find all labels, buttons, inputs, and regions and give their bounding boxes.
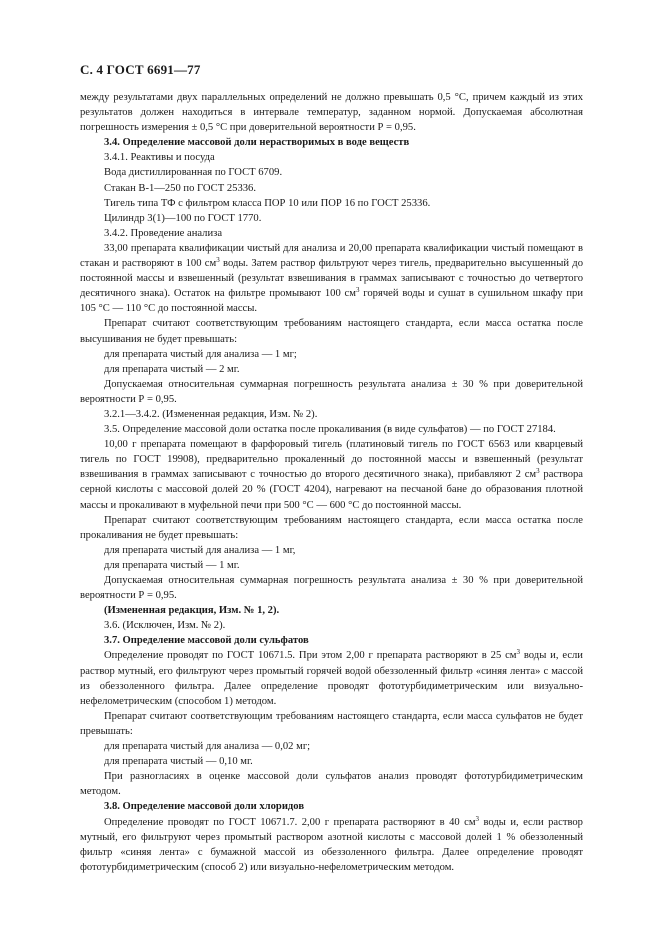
paragraph: Определение проводят по ГОСТ 10671.5. При этом 2,00 г препарата растворяют в 25 $см^3$ воды и, если раствор мутный, его фильтруют через промытый горячей водой обеззоленный фильтр «синяя лента» с массой из обеззоленного фильтра. Далее определение проводят фототурбидиметрическим или визуально-нефелометрическим (способом 1) методом.: [80, 648, 583, 707]
list-item: для препарата чистый — 0,10 мг.: [104, 756, 253, 768]
list-item: Цилиндр 3(1)—100 по ГОСТ 1770.: [104, 212, 262, 224]
paragraph: Препарат считают соответствующим требованиям настоящего стандарта, если масса сульфатов не будет превышать:: [80, 710, 583, 737]
paragraph: Допускаемая относительная суммарная погрешность результата анализа ± 30 % при доверительной вероятности Р = 0,95.: [80, 575, 583, 602]
list-item: Вода дистиллированная по ГОСТ 6709.: [104, 167, 283, 179]
paragraph: Допускаемая относительная суммарная погрешность результата анализа ± 30 % при доверительной вероятности Р = 0,95.: [80, 378, 583, 405]
amendment-note: 3.2.1—3.4.2. (Измененная редакция, Изм. № 2).: [104, 408, 318, 420]
superscript-3: 3: [475, 814, 480, 823]
superscript-3: 3: [536, 467, 540, 476]
document-body: [80, 90, 583, 875]
list-item: для препарата чистый для анализа — 1 мг,: [104, 544, 296, 556]
list-item: Стакан В-1—250 по ГОСТ 25336.: [104, 182, 256, 194]
section-heading-3-7: 3.7. Определение массовой доли сульфатов: [104, 635, 309, 647]
superscript-3: 3: [355, 286, 360, 295]
paragraph: При разногласиях в оценке массовой доли сульфатов анализ проводят фототурбидиметрическим методом.: [80, 771, 583, 798]
list-item: Тигель типа ТФ с фильтром класса ПОР 10 или ПОР 16 по ГОСТ 25336.: [104, 197, 431, 209]
amendment-note: (Измененная редакция, Изм. № 1, 2).: [104, 605, 280, 617]
paragraph: между результатами двух параллельных определений не должно превышать 0,5 °С, причем каждый из этих результатов должен находиться в интервале температур, заданном нормой. Допускаемая абсолютная погрешность измерения ± 0,5 °С при доверительной вероятности Р = 0,95.: [80, 92, 583, 134]
subsection-heading: 3.4.1. Реактивы и посуда: [104, 152, 215, 164]
list-item: для препарата чистый — 2 мг.: [104, 363, 240, 375]
paragraph: 10,00 г препарата помещают в фарфоровый тигель (платиновый тигель по ГОСТ 6563 или кварцевый тигель по ГОСТ 19908), предварительно прокаленный до постоянной массы и взвешенный (результат взвешивания в граммах записывают с точностью до второго десятичного знака), прибавляют 2 $см^3$ раствора серной кислоты с массовой долей 20 % (ГОСТ 4204), нагревают на песчаной бане до образования плотной массы и прокаливают в муфельной печи при 500 °С — 600 °С до постоянной массы.: [80, 439, 583, 511]
subsection-heading: 3.4.2. Проведение анализа: [104, 227, 223, 239]
list-item: для препарата чистый для анализа — 1 мг;: [104, 348, 297, 360]
list-item: для препарата чистый — 1 мг.: [104, 559, 240, 571]
page-header: С. 4 ГОСТ 6691—77: [80, 62, 201, 77]
paragraph: Препарат считают соответствующим требованиям настоящего стандарта, если масса остатка после высушивания не будет превышать:: [80, 318, 583, 345]
superscript-3: 3: [216, 256, 220, 265]
paragraph: 3.5. Определение массовой доли остатка после прокаливания (в виде сульфатов) — по ГОСТ 27184.: [104, 424, 556, 436]
section-heading-3-4: 3.4. Определение массовой доли нерастворимых в воде веществ: [104, 137, 410, 149]
section-heading-3-8: 3.8. Определение массовой доли хлоридов: [104, 801, 305, 813]
amendment-note: 3.6. (Исключен, Изм. № 2).: [104, 620, 226, 632]
list-item: для препарата чистый для анализа — 0,02 мг;: [104, 741, 311, 753]
paragraph: 33,00 препарата квалификации чистый для анализа и 20,00 препарата квалификации чистый помещают в стакан и растворяют в 100 $см^3$ воды. Затем раствор фильтруют через тигель, предварительно высушенный до постоянной массы и взвешенный (результат взвешивания в граммах записывают с точностью до четвертого десятичного знака). Остаток на фильтре промывают 100 $см^3$ горячей воды и сушат в сушильном шкафу при 105 °С — 110 °С до постоянной массы.: [80, 242, 583, 315]
superscript-3: 3: [516, 648, 521, 657]
paragraph: Препарат считают соответствующим требованиям настоящего стандарта, если масса остатка после прокаливания не будет превышать:: [80, 514, 583, 541]
paragraph: Определение проводят по ГОСТ 10671.7. 2,00 г препарата растворяют в 40 $см^3$ воды и, если раствор мутный, его фильтруют через промытый раствором азотной кислоты с массовой долей 1 % обеззоленный фильтр «синяя лента» с бумажной массой из обеззоленного фильтра. Далее определение проводят фототурбидиметрическим (способ 2) или визуально-нефелометрическим методом.: [80, 814, 583, 873]
